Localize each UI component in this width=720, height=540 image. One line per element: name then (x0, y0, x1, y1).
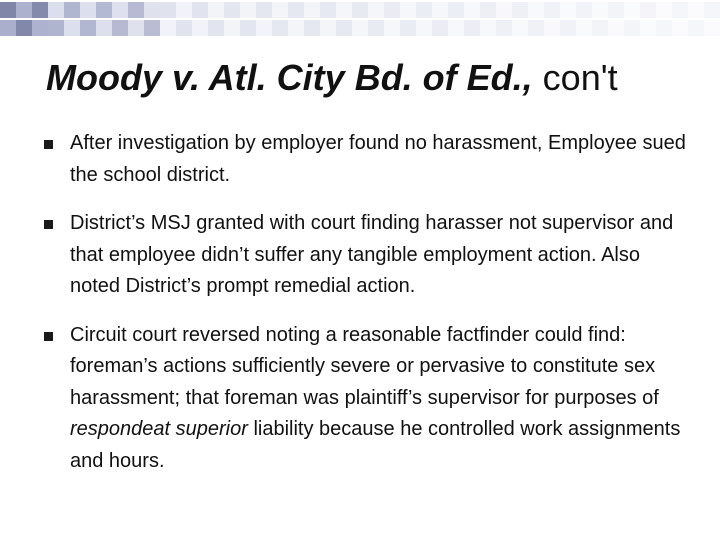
header-tile (560, 2, 576, 18)
header-tile (672, 2, 688, 18)
header-tile (48, 20, 64, 36)
square-bullet-icon (44, 140, 53, 149)
header-tile (576, 20, 592, 36)
header-tile (528, 20, 544, 36)
header-tile (432, 20, 448, 36)
header-tile (16, 2, 32, 18)
header-tile (528, 2, 544, 18)
header-tile (80, 2, 96, 18)
header-tile (624, 20, 640, 36)
header-tile (160, 20, 176, 36)
header-tile (336, 20, 352, 36)
header-tile (80, 20, 96, 36)
header-tile (208, 20, 224, 36)
header-tile (176, 20, 192, 36)
slide-title (46, 56, 618, 100)
header-tile (304, 2, 320, 18)
header-tile (128, 20, 144, 36)
header-tile (416, 20, 432, 36)
header-tile (400, 2, 416, 18)
header-tile (208, 2, 224, 18)
square-bullet-icon (44, 332, 53, 341)
header-tile (96, 20, 112, 36)
header-tile (384, 2, 400, 18)
header-tile (448, 20, 464, 36)
header-tile (320, 2, 336, 18)
header-tile (640, 20, 656, 36)
header-tile (480, 20, 496, 36)
header-tile (144, 20, 160, 36)
header-tile (192, 2, 208, 18)
header-tile (624, 2, 640, 18)
header-tile (464, 2, 480, 18)
header-tile (0, 2, 16, 18)
header-tile (608, 2, 624, 18)
header-tile (48, 2, 64, 18)
header-tile (144, 2, 160, 18)
header-tile (592, 20, 608, 36)
header-tile (240, 20, 256, 36)
header-tile (464, 20, 480, 36)
italic-text: respondeat superior (70, 418, 248, 440)
header-tile (32, 20, 48, 36)
header-tile (384, 20, 400, 36)
header-tile (592, 2, 608, 18)
header-tile (64, 20, 80, 36)
header-tile (544, 20, 560, 36)
header-tile (656, 2, 672, 18)
header-tile (112, 20, 128, 36)
header-tile (112, 2, 128, 18)
header-tile (352, 2, 368, 18)
header-tile (688, 2, 704, 18)
header-tile (336, 2, 352, 18)
header-tile (240, 2, 256, 18)
header-tile (496, 20, 512, 36)
header-tile (496, 2, 512, 18)
header-tile (160, 2, 176, 18)
bullet-text: Circuit court reversed noting a reasonable factfinder could find: foreman’s actions sufficiently severe or pervasive to constitute sex harassment; that foreman was plaintiff’s supervisor for purposes of (70, 323, 659, 409)
bullet-item (44, 320, 694, 478)
header-tile (272, 20, 288, 36)
header-tile (64, 2, 80, 18)
title-suffix: con't (532, 57, 618, 98)
header-tile (192, 20, 208, 36)
header-tile (416, 2, 432, 18)
bullet-text: After investigation by employer found no harassment, Employee sued the school district. (70, 132, 686, 186)
header-tile (400, 20, 416, 36)
header-tile (176, 2, 192, 18)
header-tile (576, 2, 592, 18)
header-tile (560, 20, 576, 36)
header-tile (32, 2, 48, 18)
header-tile (256, 2, 272, 18)
header-tile (512, 2, 528, 18)
header-tile (288, 2, 304, 18)
header-tile (480, 2, 496, 18)
bullet-list (44, 128, 694, 494)
header-tile (0, 20, 16, 36)
header-tile (656, 20, 672, 36)
header-tile (16, 20, 32, 36)
header-tile (512, 20, 528, 36)
header-tile-pattern (0, 0, 720, 40)
bullet-item (44, 208, 694, 303)
header-tile (640, 2, 656, 18)
decorative-header-grid (0, 0, 720, 40)
header-tile (256, 20, 272, 36)
header-tile (544, 2, 560, 18)
bullet-text: liability because he controlled work assignments and hours. (70, 418, 681, 472)
header-tile (320, 20, 336, 36)
square-bullet-icon (44, 220, 53, 229)
header-tile (704, 20, 720, 36)
header-tile (368, 20, 384, 36)
header-tile (688, 20, 704, 36)
header-tile (448, 2, 464, 18)
header-tile (304, 20, 320, 36)
header-tile (288, 20, 304, 36)
case-name: Moody v. Atl. City Bd. of Ed., (46, 57, 533, 98)
header-tile (368, 2, 384, 18)
header-tile (224, 20, 240, 36)
header-tile (672, 20, 688, 36)
bullet-item (44, 128, 694, 191)
bullet-text: District’s MSJ granted with court finding harasser not supervisor and that employee didn’t suffer any tangible employment action. Also noted District’s prompt remedial action. (70, 212, 674, 297)
header-tile (272, 2, 288, 18)
header-tile (128, 2, 144, 18)
header-tile (96, 2, 112, 18)
header-tile (224, 2, 240, 18)
header-tile (352, 20, 368, 36)
header-tile (608, 20, 624, 36)
header-tile (704, 2, 720, 18)
header-tile (432, 2, 448, 18)
